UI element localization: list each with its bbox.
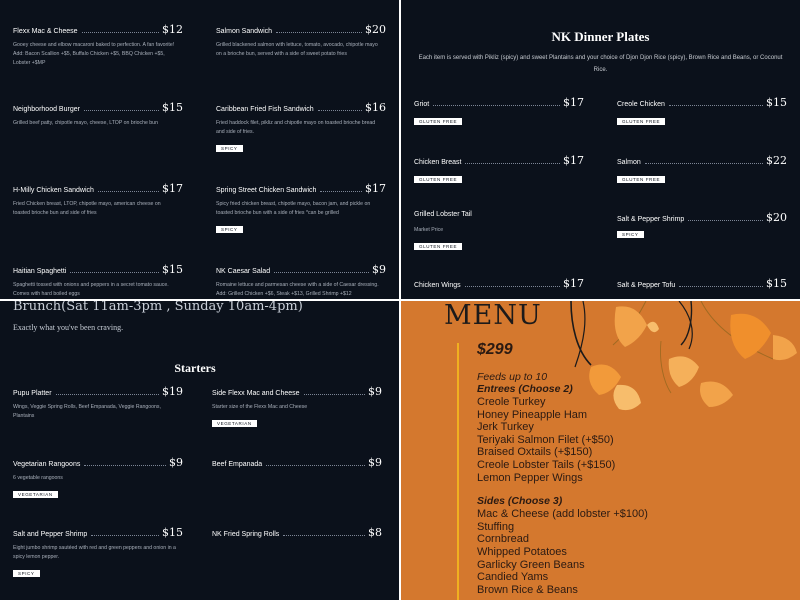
menu-item-haitian-spaghetti[interactable] xyxy=(13,264,183,299)
leader-dots xyxy=(82,31,159,33)
menu-title: MENU xyxy=(444,301,542,331)
market-price-note: Market Price xyxy=(414,227,444,233)
gluten-free-badge: GLUTEN FREE xyxy=(414,176,462,183)
lunch-menu-panel xyxy=(0,0,399,299)
item-name: H-Milly Chicken Sandwich xyxy=(13,187,94,194)
item-name: Salmon xyxy=(617,159,641,166)
package-price: $299 xyxy=(477,341,513,358)
brunch-panel xyxy=(0,301,399,600)
item-name: Grilled Lobster Tail xyxy=(414,211,472,218)
leader-dots xyxy=(276,31,362,33)
item-price: $12 xyxy=(162,23,183,36)
item-price: $17 xyxy=(162,182,183,195)
dinner-plates-panel xyxy=(401,0,800,299)
menu-item-nk-spring-rolls[interactable] xyxy=(212,527,382,538)
menu-item-salmon[interactable] xyxy=(617,155,787,186)
menu-content xyxy=(477,341,648,596)
item-price: $15 xyxy=(766,96,787,109)
item-price: $8 xyxy=(368,526,382,539)
vegetarian-badge: VEGETARIAN xyxy=(13,491,58,498)
section-title: NK Dinner Plates xyxy=(551,29,650,44)
leader-dots xyxy=(56,393,159,395)
entree-item: Lemon Pepper Wings xyxy=(477,471,583,484)
item-description: Grilled blackened salmon with lettuce, tomato, avocado, chipotle mayo on a brioche bun, served with a side of sweet potato fries xyxy=(216,42,378,57)
menu-item-chicken-breast[interactable] xyxy=(414,155,584,186)
item-name: Beef Empanada xyxy=(212,461,263,468)
leader-dots xyxy=(274,271,369,273)
item-name: Spring Street Chicken Sandwich xyxy=(216,187,317,194)
item-name: Salmon Sandwich xyxy=(216,28,273,35)
leader-dots xyxy=(70,271,159,273)
leader-dots xyxy=(465,285,560,287)
entree-item: Jerk Turkey xyxy=(477,421,534,434)
entree-item: Honey Pineapple Ham xyxy=(477,408,588,421)
menu-item-h-milly-chicken[interactable] xyxy=(13,183,183,218)
side-item: Stuffing xyxy=(477,520,515,533)
spicy-badge: SPICY xyxy=(617,231,644,238)
leader-dots xyxy=(320,190,362,192)
gold-divider xyxy=(457,343,459,600)
item-name: Griot xyxy=(414,101,430,108)
menu-item-flexx-mac[interactable] xyxy=(13,24,183,68)
item-price: $17 xyxy=(563,154,584,167)
item-description: Grilled beef patty, chipotle mayo, cheese, LTOP on brioche bun xyxy=(13,120,158,126)
item-description: Gooey cheese and elbow macaroni baked to perfection. A fan favorite! Add: Bacon Scallion +$5, Buffalo Chicken +$5, BBQ Chicken +$5, Lobster +$MP xyxy=(13,42,175,66)
leader-dots xyxy=(679,285,763,287)
entree-item: Creole Turkey xyxy=(477,396,546,408)
item-name: Salt & Pepper Shrimp xyxy=(617,216,685,223)
sides-heading: Sides (Choose 3) xyxy=(477,495,563,508)
leader-dots xyxy=(318,109,362,111)
leader-dots xyxy=(266,464,365,466)
item-name: Haitian Spaghetti xyxy=(13,268,67,275)
menu-item-pupu-platter[interactable] xyxy=(13,386,183,421)
item-price: $22 xyxy=(766,154,787,167)
menu-item-salt-pepper-shrimp[interactable] xyxy=(617,212,787,241)
item-price: $16 xyxy=(365,101,386,114)
item-name: Vegetarian Rangoons xyxy=(13,461,81,468)
item-description: Wings, Veggie Spring Rolls, Beef Empanada, Veggie Rangoons, Plantains xyxy=(13,404,161,419)
item-price: $19 xyxy=(162,385,183,398)
menu-item-side-mac[interactable] xyxy=(212,386,382,430)
entree-item: Teriyaki Salmon Filet (+$50) xyxy=(477,433,614,446)
item-name: Creole Chicken xyxy=(617,101,665,108)
leader-dots xyxy=(688,219,763,221)
item-price: $17 xyxy=(365,182,386,195)
leader-dots xyxy=(304,393,365,395)
side-item: Cornbread xyxy=(477,533,529,546)
item-description: Spicy fried chicken breast, chipotle mayo, bacon jam, and pickle on toasted brioche bun with a side of fries *can be grilled xyxy=(216,201,371,216)
item-name: Flexx Mac & Cheese xyxy=(13,28,78,35)
item-name: Chicken Breast xyxy=(414,159,462,166)
item-price: $9 xyxy=(372,263,386,276)
spicy-badge: SPICY xyxy=(216,145,243,152)
brunch-title: Brunch(Sat 11am-3pm , Sunday 10am-4pm) xyxy=(13,301,303,314)
item-description: Spaghetti tossed with onions and peppers in a secret tomato sauce. Comes with hard boiled eggs xyxy=(13,282,169,297)
leader-dots xyxy=(433,104,560,106)
spicy-badge: SPICY xyxy=(216,226,243,233)
menu-item-vegetarian-rangoons[interactable] xyxy=(13,457,183,501)
item-name: Salt and Pepper Shrimp xyxy=(13,531,88,538)
holiday-menu-flyer xyxy=(401,301,800,600)
item-name: Pupu Platter xyxy=(13,390,52,397)
item-price: $15 xyxy=(162,101,183,114)
item-name: NK Caesar Salad xyxy=(216,268,271,275)
menu-item-creole-chicken[interactable] xyxy=(617,97,787,128)
item-description: Fried haddock filet, pikliz and chipotle mayo on toasted brioche bread and side of fries. xyxy=(216,120,376,135)
leader-dots xyxy=(84,464,166,466)
entree-item: Creole Lobster Tails (+$150) xyxy=(477,458,616,471)
menu-item-salmon-sandwich[interactable] xyxy=(216,24,386,59)
leader-dots xyxy=(84,109,159,111)
gluten-free-badge: GLUTEN FREE xyxy=(617,118,665,125)
gluten-free-badge: GLUTEN FREE xyxy=(414,118,462,125)
item-price: $9 xyxy=(169,456,183,469)
menu-item-spring-street-chicken[interactable] xyxy=(216,183,386,236)
item-price: $15 xyxy=(766,277,787,290)
menu-item-caesar-salad[interactable] xyxy=(216,264,386,299)
side-item: Candied Yams xyxy=(477,571,549,584)
starters-heading: Starters xyxy=(174,361,216,375)
menu-item-salt-pepper-shrimp-brunch[interactable] xyxy=(13,527,183,580)
item-name: Side Flexx Mac and Cheese xyxy=(212,390,300,397)
leader-dots xyxy=(465,162,560,164)
menu-item-lobster-tail[interactable] xyxy=(414,211,584,253)
item-description: 6 vegetable rangoons xyxy=(13,475,63,481)
leader-dots xyxy=(283,534,365,536)
gluten-free-badge: GLUTEN FREE xyxy=(414,243,462,250)
spacer xyxy=(477,484,648,495)
leader-dots xyxy=(669,104,763,106)
leader-dots xyxy=(91,534,159,536)
leader-dots xyxy=(98,190,159,192)
leader-dots xyxy=(645,162,763,164)
spicy-badge: SPICY xyxy=(13,570,40,577)
feeds-note: Feeds up to 10 xyxy=(477,371,548,383)
item-price: $9 xyxy=(368,456,382,469)
entree-item: Braised Oxtails (+$150) xyxy=(477,446,593,459)
item-name: Neighborhood Burger xyxy=(13,106,80,113)
item-price: $20 xyxy=(766,211,787,224)
item-name: NK Fried Spring Rolls xyxy=(212,531,280,538)
brunch-subtitle: Exactly what you've been craving. xyxy=(13,323,124,332)
side-item: Whipped Potatoes xyxy=(477,545,567,558)
menu-item-griot[interactable] xyxy=(414,97,584,128)
menu-item-neighborhood-burger[interactable] xyxy=(13,102,183,128)
side-item: Mac & Cheese (add lobster +$100) xyxy=(477,508,648,521)
item-description: Fried Chicken breast, LTOP, chipotle mayo, american cheese on toasted brioche bun and side of fries xyxy=(13,201,161,216)
side-item: Garlicky Green Beans xyxy=(477,558,585,571)
item-name: Chicken Wings xyxy=(414,282,461,289)
item-name: Salt & Pepper Tofu xyxy=(617,282,676,289)
menu-item-chicken-wings[interactable] xyxy=(414,278,584,289)
menu-item-salt-pepper-tofu[interactable] xyxy=(617,278,787,289)
entrees-heading: Entrees (Choose 2) xyxy=(477,383,573,395)
item-price: $15 xyxy=(162,263,183,276)
menu-item-caribbean-fish[interactable] xyxy=(216,102,386,155)
side-item: Brown Rice & Beans xyxy=(477,583,578,596)
item-name: Caribbean Fried Fish Sandwich xyxy=(216,106,314,113)
section-intro: Each item is served with Pikliz (spicy) and sweet Plantains and your choice of Djon Djon Rice (spicy), Brown Rice and Beans, or Coconut Rice. xyxy=(418,55,783,73)
gluten-free-badge: GLUTEN FREE xyxy=(617,176,665,183)
item-price: $9 xyxy=(368,385,382,398)
item-price: $17 xyxy=(563,277,584,290)
item-description: Eight jumbo shrimp sautéed with red and green peppers and onion in a spicy lemon pepper. xyxy=(13,545,176,560)
item-description: Romaine lettuce and parmesan cheese with a side of Caesar dressing. Add: Grilled Chicken +$6, Steak +$13, Grilled Shrimp +$12 xyxy=(216,282,379,297)
item-price: $20 xyxy=(365,23,386,36)
item-price: $17 xyxy=(563,96,584,109)
vegetarian-badge: VEGETARIAN xyxy=(212,420,257,427)
item-description: Starter size of the Flexx Mac and Cheese xyxy=(212,404,308,410)
item-price: $15 xyxy=(162,526,183,539)
menu-item-beef-empanada[interactable] xyxy=(212,457,382,468)
